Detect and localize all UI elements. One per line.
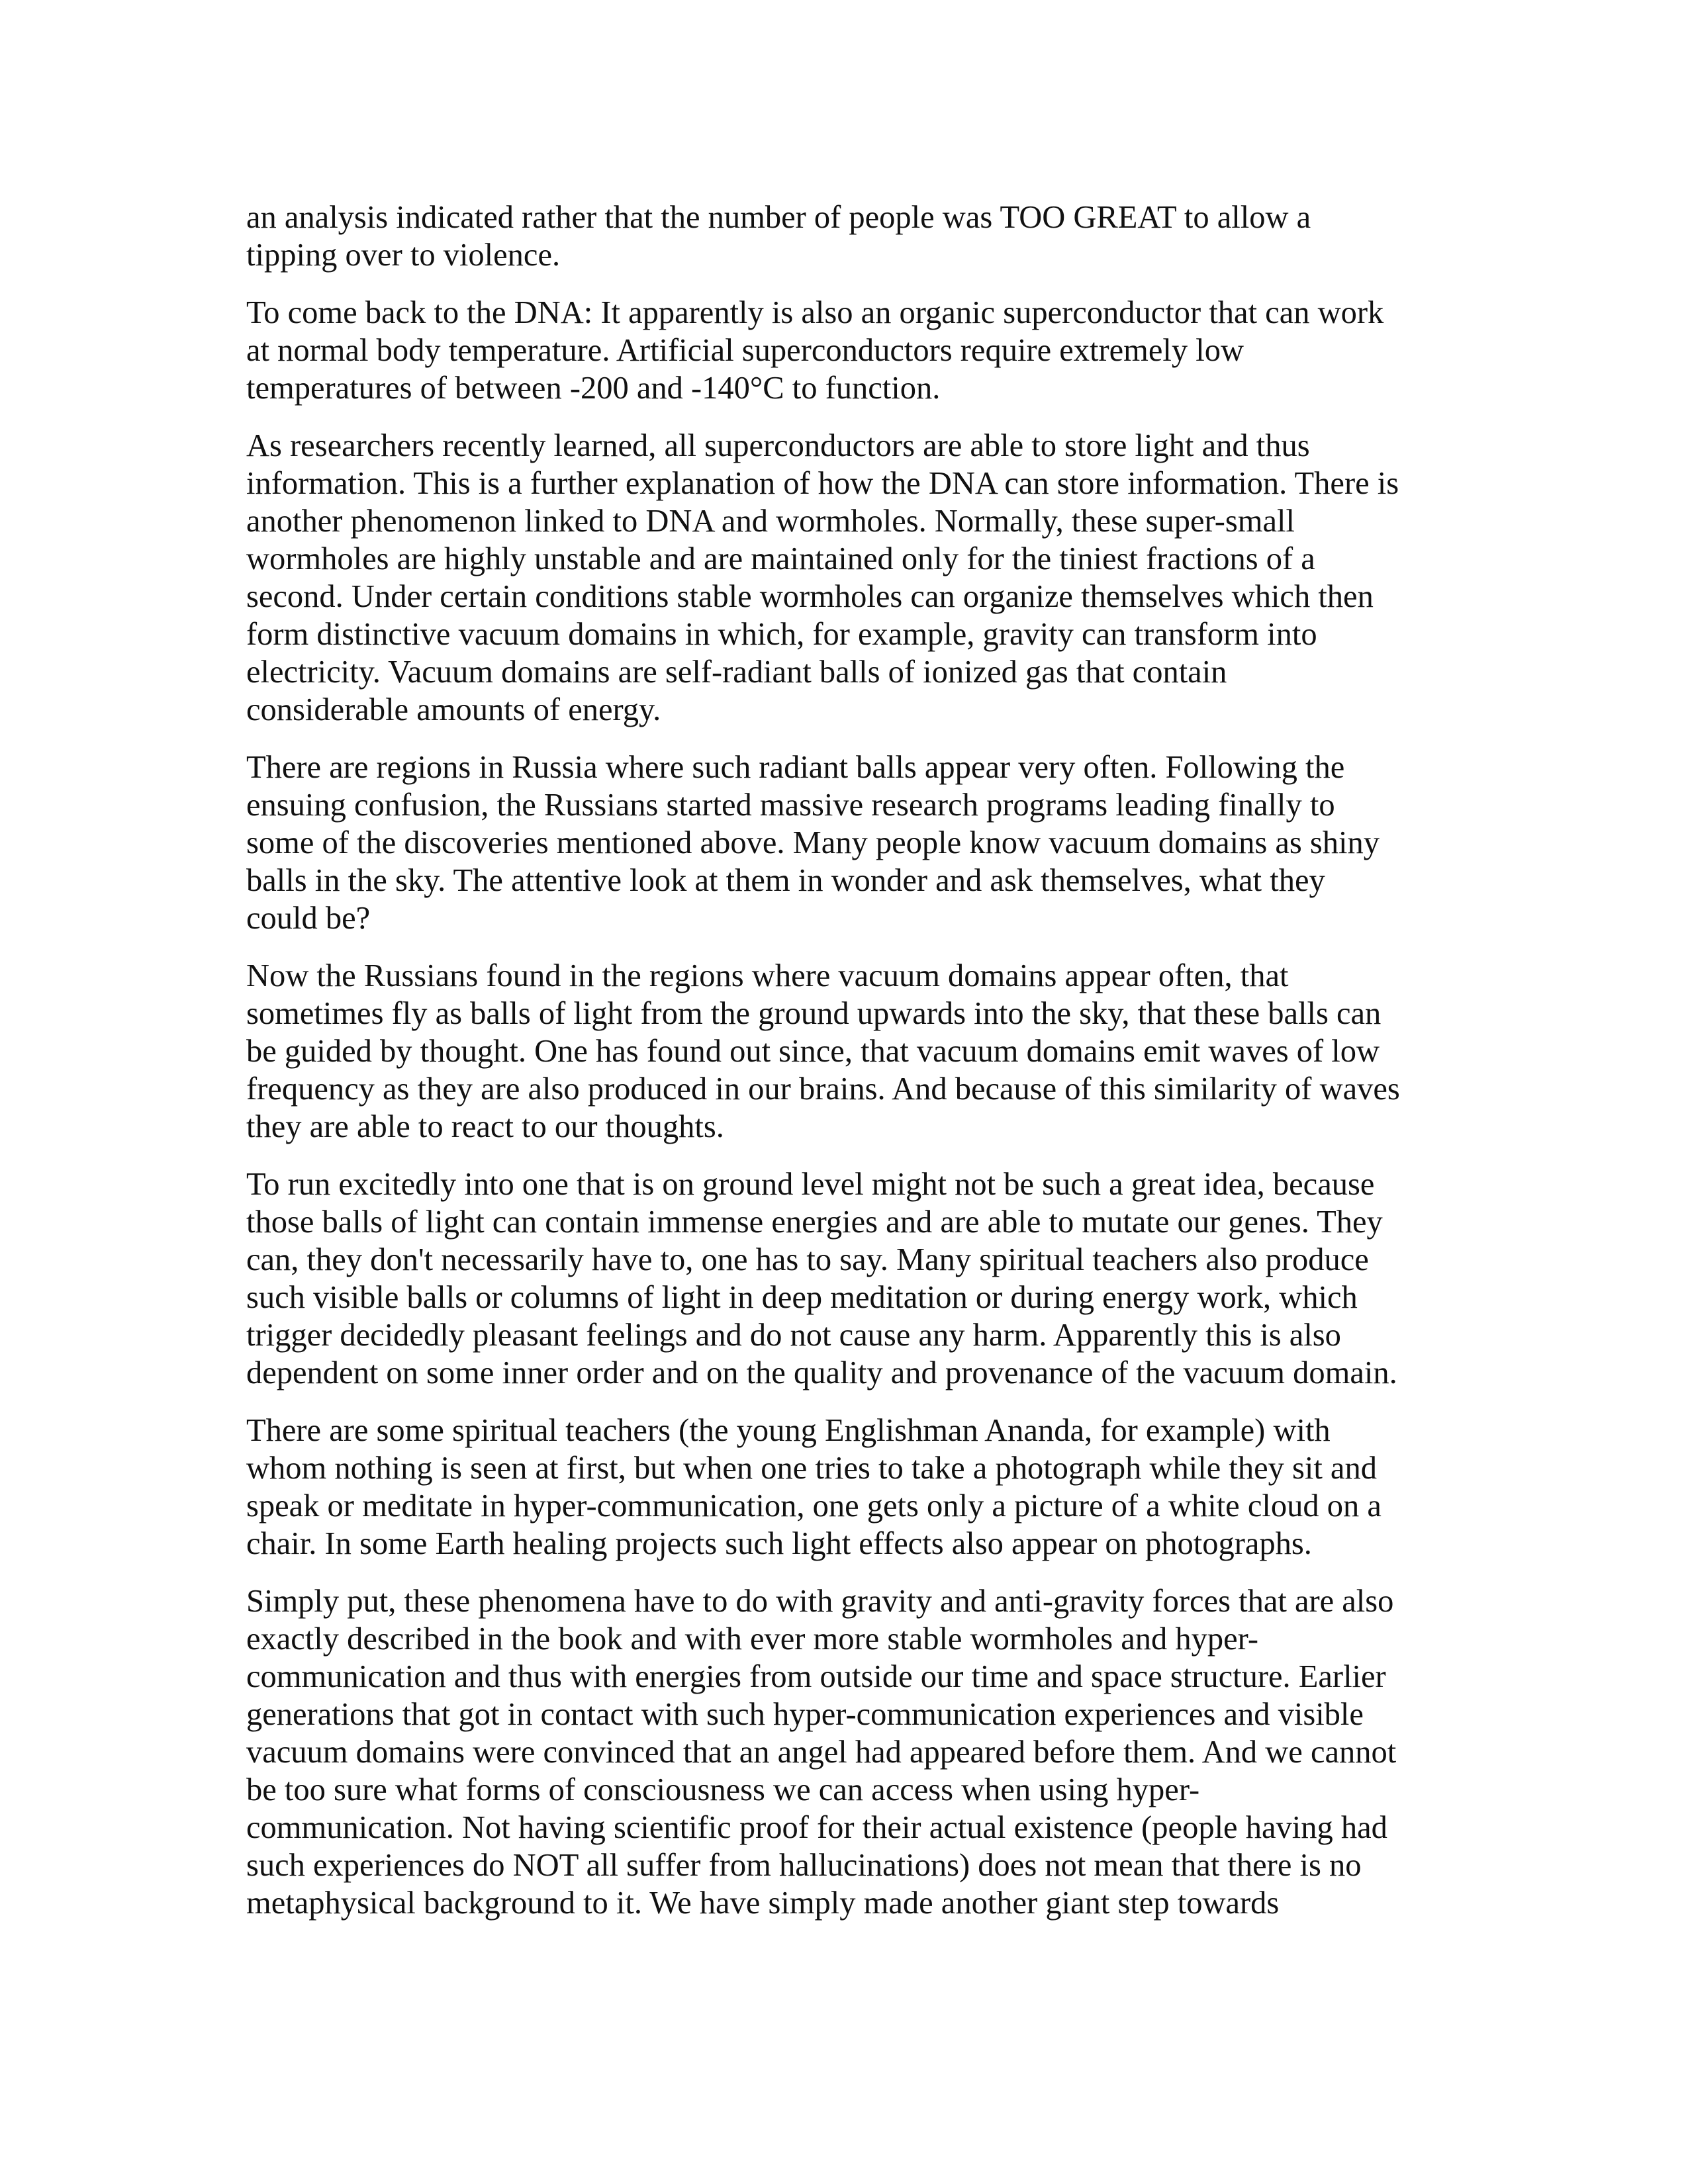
text-line: There are regions in Russia where such radiant balls appear very often. Following the: [246, 750, 1345, 785]
text-line: Now the Russians found in the regions where vacuum domains appear often, that: [246, 958, 1289, 993]
text-line: vacuum domains were convinced that an angel had appeared before them. And we cannot: [246, 1735, 1397, 1770]
paragraph-8: [246, 1582, 1458, 1922]
text-line: communication and thus with energies from outside our time and space structure. Earlier: [246, 1659, 1386, 1694]
text-line: balls in the sky. The attentive look at them in wonder and ask themselves, what they: [246, 863, 1325, 898]
paragraph-1: [246, 199, 1458, 274]
paragraph-4: [246, 749, 1458, 937]
text-line: be too sure what forms of consciousness we can access when using hyper-: [246, 1772, 1200, 1807]
text-line: be guided by thought. One has found out since, that vacuum domains emit waves of low: [246, 1034, 1380, 1069]
paragraph-5: [246, 957, 1458, 1146]
text-line: information. This is a further explanation of how the DNA can store information. There is: [246, 466, 1399, 501]
text-line: they are able to react to our thoughts.: [246, 1109, 724, 1144]
text-line: chair. In some Earth healing projects such light effects also appear on photographs.: [246, 1526, 1312, 1561]
text-line: an analysis indicated rather that the number of people was TOO GREAT to allow a: [246, 200, 1311, 235]
text-line: can, they don't necessarily have to, one has to say. Many spiritual teachers also produce: [246, 1242, 1369, 1277]
text-line: whom nothing is seen at first, but when one tries to take a photograph while they sit and: [246, 1451, 1377, 1486]
text-line: dependent on some inner order and on the quality and provenance of the vacuum domain.: [246, 1355, 1397, 1390]
text-line: form distinctive vacuum domains in which, for example, gravity can transform into: [246, 617, 1317, 652]
paragraph-6: [246, 1165, 1458, 1392]
text-line: electricity. Vacuum domains are self-radiant balls of ionized gas that contain: [246, 655, 1227, 690]
document-body: [246, 199, 1458, 1942]
text-line: second. Under certain conditions stable wormholes can organize themselves which then: [246, 579, 1374, 614]
text-line: trigger decidedly pleasant feelings and do not cause any harm. Apparently this is also: [246, 1318, 1341, 1353]
text-line: As researchers recently learned, all superconductors are able to store light and thus: [246, 428, 1310, 463]
text-line: exactly described in the book and with ever more stable wormholes and hyper-: [246, 1621, 1258, 1657]
text-line: some of the discoveries mentioned above. Many people know vacuum domains as shiny: [246, 825, 1380, 860]
text-line: temperatures of between -200 and -140°C to function.: [246, 371, 941, 406]
paragraph-7: [246, 1412, 1458, 1563]
text-line: Simply put, these phenomena have to do with gravity and anti-gravity forces that are also: [246, 1584, 1394, 1619]
text-line: generations that got in contact with such hyper-communication experiences and visible: [246, 1697, 1364, 1732]
text-line: those balls of light can contain immense energies and are able to mutate our genes. They: [246, 1205, 1383, 1240]
text-line: To come back to the DNA: It apparently is also an organic superconductor that can work: [246, 295, 1384, 330]
text-line: such visible balls or columns of light in deep meditation or during energy work, which: [246, 1280, 1358, 1315]
text-line: wormholes are highly unstable and are maintained only for the tiniest fractions of a: [246, 541, 1315, 576]
text-line: communication. Not having scientific proof for their actual existence (people having had: [246, 1810, 1387, 1845]
text-line: metaphysical background to it. We have simply made another giant step towards: [246, 1886, 1280, 1921]
text-line: could be?: [246, 901, 371, 936]
text-line: speak or meditate in hyper-communication, one gets only a picture of a white cloud on a: [246, 1488, 1382, 1524]
text-line: another phenomenon linked to DNA and wormholes. Normally, these super-small: [246, 504, 1295, 539]
text-line: tipping over to violence.: [246, 238, 561, 273]
text-line: sometimes fly as balls of light from the ground upwards into the sky, that these balls can: [246, 996, 1382, 1031]
text-line: considerable amounts of energy.: [246, 692, 661, 727]
text-line: frequency as they are also produced in our brains. And because of this similarity of waves: [246, 1071, 1400, 1107]
text-line: such experiences do NOT all suffer from hallucinations) does not mean that there is no: [246, 1848, 1362, 1883]
text-line: at normal body temperature. Artificial superconductors require extremely low: [246, 333, 1244, 368]
text-line: ensuing confusion, the Russians started massive research programs leading finally to: [246, 788, 1335, 823]
paragraph-3: [246, 427, 1458, 729]
text-line: There are some spiritual teachers (the young Englishman Ananda, for example) with: [246, 1413, 1331, 1448]
text-line: To run excitedly into one that is on ground level might not be such a great idea, because: [246, 1167, 1375, 1202]
paragraph-2: [246, 294, 1458, 407]
